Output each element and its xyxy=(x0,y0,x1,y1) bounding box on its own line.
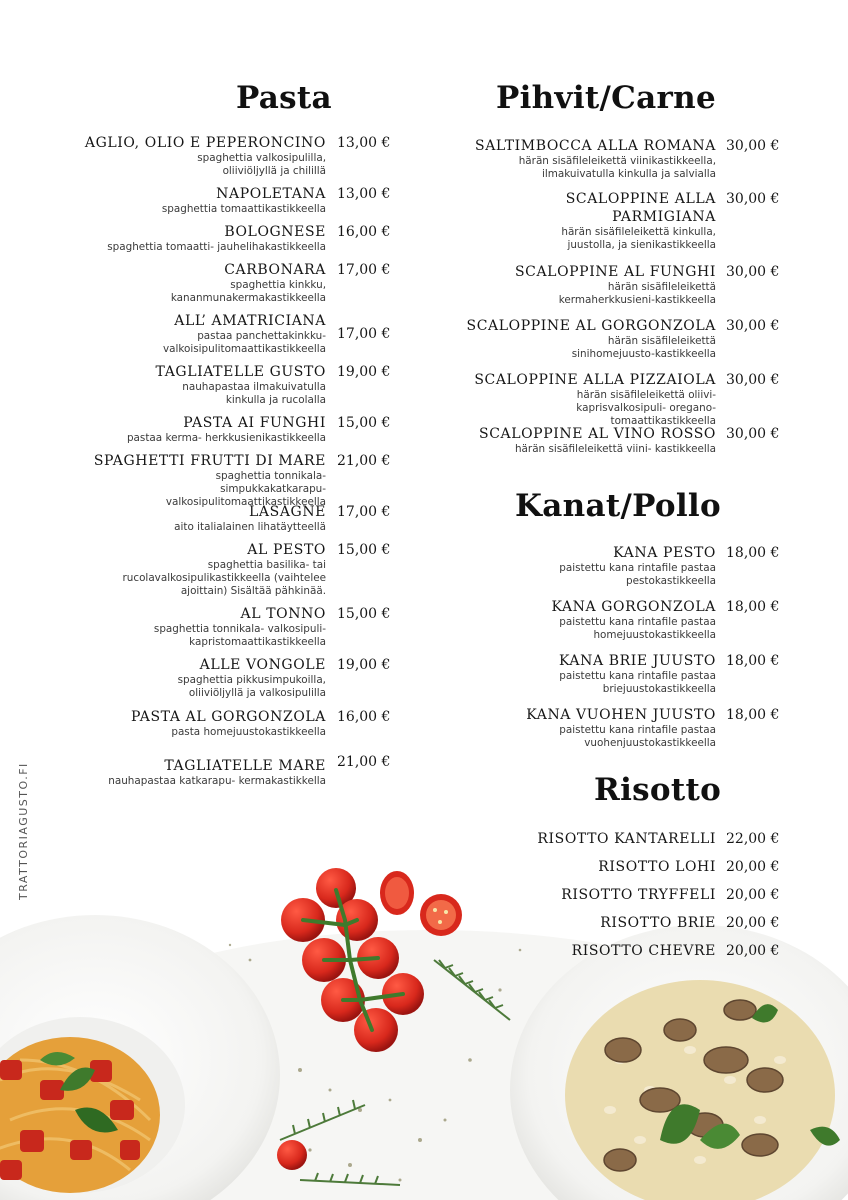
dish-description: spaghettia kinkku, kananmunakermakastikkeella xyxy=(170,279,326,304)
dish-price: 30,00 € xyxy=(726,264,780,280)
menu-item xyxy=(462,190,784,252)
menu-item xyxy=(462,598,784,642)
dish-price: 21,00 € xyxy=(337,754,391,770)
dish-price: 20,00 € xyxy=(726,859,780,875)
dish-price: 30,00 € xyxy=(726,426,780,442)
menu-item xyxy=(76,414,401,445)
website-label: TRATTORIAGUSTO.FI xyxy=(17,762,30,900)
dish-description: spaghettia valkosipulilla, oliiviöljyllä ja chilillä xyxy=(197,152,326,177)
dish-name: RISOTTO KANTARELLI xyxy=(537,831,716,847)
dish-description: paistettu kana rintafile pastaa briejuustokastikkeella xyxy=(559,670,716,695)
menu-item xyxy=(76,363,401,407)
dish-name: ALLE VONGOLE xyxy=(199,657,326,673)
dish-name: KANA GORGONZOLA xyxy=(551,599,716,615)
dish-name: AGLIO, OLIO E PEPERONCINO xyxy=(84,135,326,151)
dish-price: 19,00 € xyxy=(337,364,391,380)
dish-price: 22,00 € xyxy=(726,831,780,847)
dish-name: AL TONNO xyxy=(240,606,326,622)
dish-description: pasta homejuustokastikkeella xyxy=(171,726,326,738)
dish-name: SCALOPPINE ALLA PARMIGIANA xyxy=(565,191,716,225)
dish-name: RISOTTO LOHI xyxy=(598,859,716,875)
dish-price: 13,00 € xyxy=(337,186,391,202)
menu-item xyxy=(76,452,401,509)
dish-name: CARBONARA xyxy=(224,262,326,278)
menu-item xyxy=(462,263,784,307)
dish-price: 20,00 € xyxy=(726,887,780,903)
dish-name: BOLOGNESE xyxy=(224,224,326,240)
menu-item xyxy=(462,137,784,181)
dish-price: 17,00 € xyxy=(337,504,391,520)
menu-item xyxy=(76,312,401,356)
menu-item xyxy=(76,708,401,739)
menu-item xyxy=(462,317,784,361)
menu-item xyxy=(462,914,784,932)
dish-price: 18,00 € xyxy=(726,653,780,669)
menu-item xyxy=(76,134,401,178)
dish-description: paistettu kana rintafile pastaa pestokastikkeella xyxy=(559,562,716,587)
menu-item xyxy=(76,223,401,254)
dish-name: KANA PESTO xyxy=(613,545,716,561)
dish-name: PASTA AI FUNGHI xyxy=(183,415,326,431)
dish-name: RISOTTO BRIE xyxy=(600,915,716,931)
dish-description: spaghettia tomaatti- jauhelihakastikkeella xyxy=(107,241,326,253)
dish-description: härän sisäfileleikettä viinikastikkeella, ilmakuivatulla kinkulla ja salvialla xyxy=(518,155,716,180)
dish-name: SCALOPPINE AL FUNGHI xyxy=(514,264,716,280)
menu-item xyxy=(462,371,784,428)
dish-price: 18,00 € xyxy=(726,599,780,615)
dish-price: 17,00 € xyxy=(337,262,391,278)
dish-description: pastaa kerma- herkkusienikastikkeella xyxy=(126,432,326,444)
dish-name: KANA VUOHEN JUUSTO xyxy=(526,707,716,723)
dish-price: 21,00 € xyxy=(337,453,391,469)
menu-item xyxy=(462,652,784,696)
dish-name: KANA BRIE JUUSTO xyxy=(558,653,716,669)
dish-name: PASTA AL GORGONZOLA xyxy=(131,709,326,725)
dish-price: 30,00 € xyxy=(726,372,780,388)
dish-description: nauhapastaa ilmakuivatulla kinkulla ja rucolalla xyxy=(182,381,326,406)
menu-item xyxy=(462,830,784,848)
dish-description: aito italialainen lihatäytteellä xyxy=(174,521,326,533)
dish-description: nauhapastaa katkarapu- kermakastikkella xyxy=(108,775,326,787)
dish-description: pastaa panchettakinkku- valkoisipulitomaattikastikkeella xyxy=(162,330,326,355)
kanat-heading: Kanat/Pollo xyxy=(515,488,721,524)
menu-item xyxy=(76,503,401,534)
menu-item xyxy=(462,706,784,750)
menu-item xyxy=(462,886,784,904)
dish-price: 16,00 € xyxy=(337,224,391,240)
dish-description: spaghettia tonnikala- valkosipuli- kapristomaattikastikkeella xyxy=(153,623,326,648)
menu-item xyxy=(76,656,401,700)
dish-description: härän sisäfileleikettä sinihomejuusto-kastikkeella xyxy=(571,335,716,360)
menu-item xyxy=(462,544,784,588)
dish-price: 15,00 € xyxy=(337,606,391,622)
menu-item xyxy=(76,185,401,216)
dish-name: SALTIMBOCCA ALLA ROMANA xyxy=(475,138,716,154)
dish-price: 15,00 € xyxy=(337,415,391,431)
dish-name: TAGLIATELLE GUSTO xyxy=(155,364,326,380)
dish-description: härän sisäfileleikettä viini- kastikkeella xyxy=(514,443,716,455)
dish-price: 19,00 € xyxy=(337,657,391,673)
menu-item xyxy=(462,858,784,876)
dish-price: 15,00 € xyxy=(337,542,391,558)
pasta-heading: Pasta xyxy=(236,80,332,116)
dish-name: RISOTTO TRYFFELI xyxy=(561,887,716,903)
dish-description: paistettu kana rintafile pastaa vuohenjuustokastikkeella xyxy=(559,724,716,749)
dish-name: AL PESTO xyxy=(247,542,326,558)
dish-name: SPAGHETTI FRUTTI DI MARE xyxy=(93,453,326,469)
pihvit-heading: Pihvit/Carne xyxy=(496,80,717,116)
menu-item xyxy=(76,753,401,788)
dish-price: 13,00 € xyxy=(337,135,391,151)
dish-name: NAPOLETANA xyxy=(216,186,326,202)
dish-name: SCALOPPINE ALLA PIZZAIOLA xyxy=(474,372,716,388)
menu-item xyxy=(76,261,401,305)
dish-price: 20,00 € xyxy=(726,915,780,931)
dish-price: 18,00 € xyxy=(726,545,780,561)
dish-price: 16,00 € xyxy=(337,709,391,725)
dish-name: SCALOPPINE AL VINO ROSSO xyxy=(479,426,716,442)
dish-description: spaghettia pikkusimpukoilla, oliiviöljyllä ja valkosipulilla xyxy=(177,674,326,699)
dish-description: härän sisäfileleikettä oliivi- kaprisvalkosipuli- oregano- tomaattikastikkeella xyxy=(576,389,716,427)
dish-name: LASAGNE xyxy=(249,504,326,520)
dish-price: 17,00 € xyxy=(337,326,391,342)
dish-description: härän sisäfileleikettä kinkulla, juustolla, ja sienikastikkeella xyxy=(561,226,716,251)
dish-description: härän sisäfileleikettä kermaherkkusieni-kastikkeella xyxy=(558,281,716,306)
dish-name: ALL’ AMATRICIANA xyxy=(174,313,326,329)
dish-price: 30,00 € xyxy=(726,191,780,207)
menu-item xyxy=(462,425,784,456)
menu-item xyxy=(462,942,784,960)
menu-item xyxy=(76,605,401,649)
dish-price: 30,00 € xyxy=(726,318,780,334)
dish-name: RISOTTO CHEVRE xyxy=(571,943,716,959)
food-illustration xyxy=(0,760,848,1200)
dish-description: spaghettia basilika- tai rucolavalkosipulikastikkeella (vaihtelee ajoittain) Sisältää pähkinää. xyxy=(122,559,326,597)
dish-price: 18,00 € xyxy=(726,707,780,723)
menu-item xyxy=(76,541,401,598)
dish-description: spaghettia tomaattikastikkeella xyxy=(161,203,326,215)
risotto-heading: Risotto xyxy=(594,772,722,808)
dish-description: paistettu kana rintafile pastaa homejuustokastikkeella xyxy=(559,616,716,641)
dish-description: spaghettia tonnikala- simpukkakatkarapu- valkosipulitomaattikastikkeella xyxy=(165,470,326,508)
dish-price: 20,00 € xyxy=(726,943,780,959)
dish-price: 30,00 € xyxy=(726,138,780,154)
dish-name: SCALOPPINE AL GORGONZOLA xyxy=(466,318,716,334)
dish-name: TAGLIATELLE MARE xyxy=(164,758,326,774)
